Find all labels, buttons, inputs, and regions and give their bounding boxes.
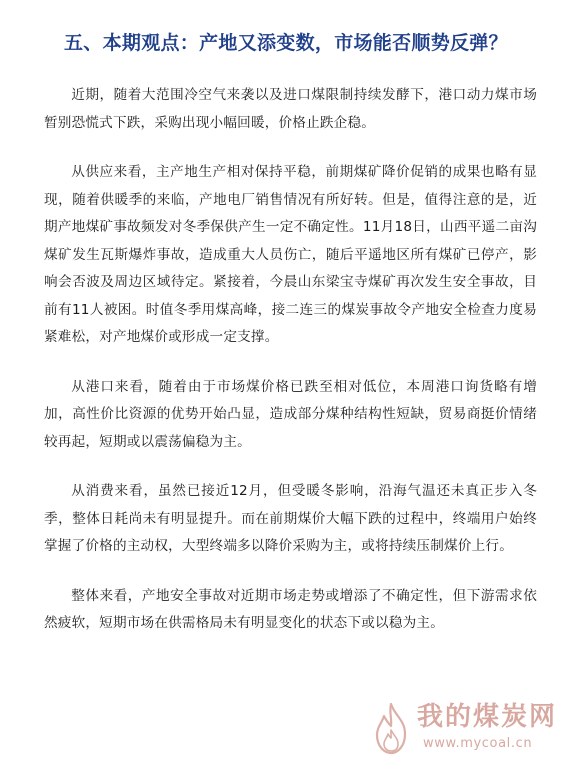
paragraph-summary: 整体来看，产地安全事故对近期市场走势或增添了不确定性，但下游需求依然疲软，短期市场在供需格局未有明显变化的状态下或以稳为主。 bbox=[44, 587, 537, 631]
paragraph-port: 从港口来看，随着由于市场煤价格已跌至相对低位，本周港口询货略有增加，高性价比资源的优势开始凸显，造成部分煤种结构性短缺，贸易商挺价情绪较再起，短期或以震荡偏稳为主。 bbox=[44, 378, 537, 450]
paragraph-overview: 近期，随着大范围冷空气来袭以及进口煤限制持续发酵下，港口动力煤市场暂别恐慌式下跌，采购出现小幅回暖，价格止跌企稳。 bbox=[44, 87, 537, 131]
section-title: 五、本期观点：产地又添变数，市场能否顺势反弹？ bbox=[64, 32, 508, 54]
flame-logo-icon bbox=[367, 700, 415, 756]
watermark-site-name: 我的煤炭网 bbox=[417, 702, 558, 732]
watermark-url: www.mycoal.cn bbox=[423, 736, 533, 751]
watermark bbox=[367, 700, 567, 758]
paragraph-supply: 从供应来看，主产地生产相对保持平稳，前期煤矿降价促销的成果也略有显现，随着供暖季的来临，产地电厂销售情况有所好转。但是，值得注意的是，近期产地煤矿事故频发对冬季保供产生一定不确定性。11月18日，山西平遥二亩沟煤矿发生瓦斯爆炸事故，造成重大人员伤亡，随后平遥地区所有煤矿已停产，影响会否波及周边区域待定。紧接着，今晨山东梁宝寺煤矿再次发生安全事故，目前有11人被困。时值冬季用煤高峰，接二连三的煤炭事故令产地安全检查力度易紧难松，对产地煤价或形成一定支撑。 bbox=[44, 164, 537, 345]
paragraph-consumption: 从消费来看，虽然已接近12月，但受暖冬影响，沿海气温还未真正步入冬季，整体日耗尚未有明显提升。而在前期煤价大幅下跌的过程中，终端用户始终掌握了价格的主动权，大型终端多以降价采购为主，或将持续压制煤价上行。 bbox=[44, 483, 537, 554]
